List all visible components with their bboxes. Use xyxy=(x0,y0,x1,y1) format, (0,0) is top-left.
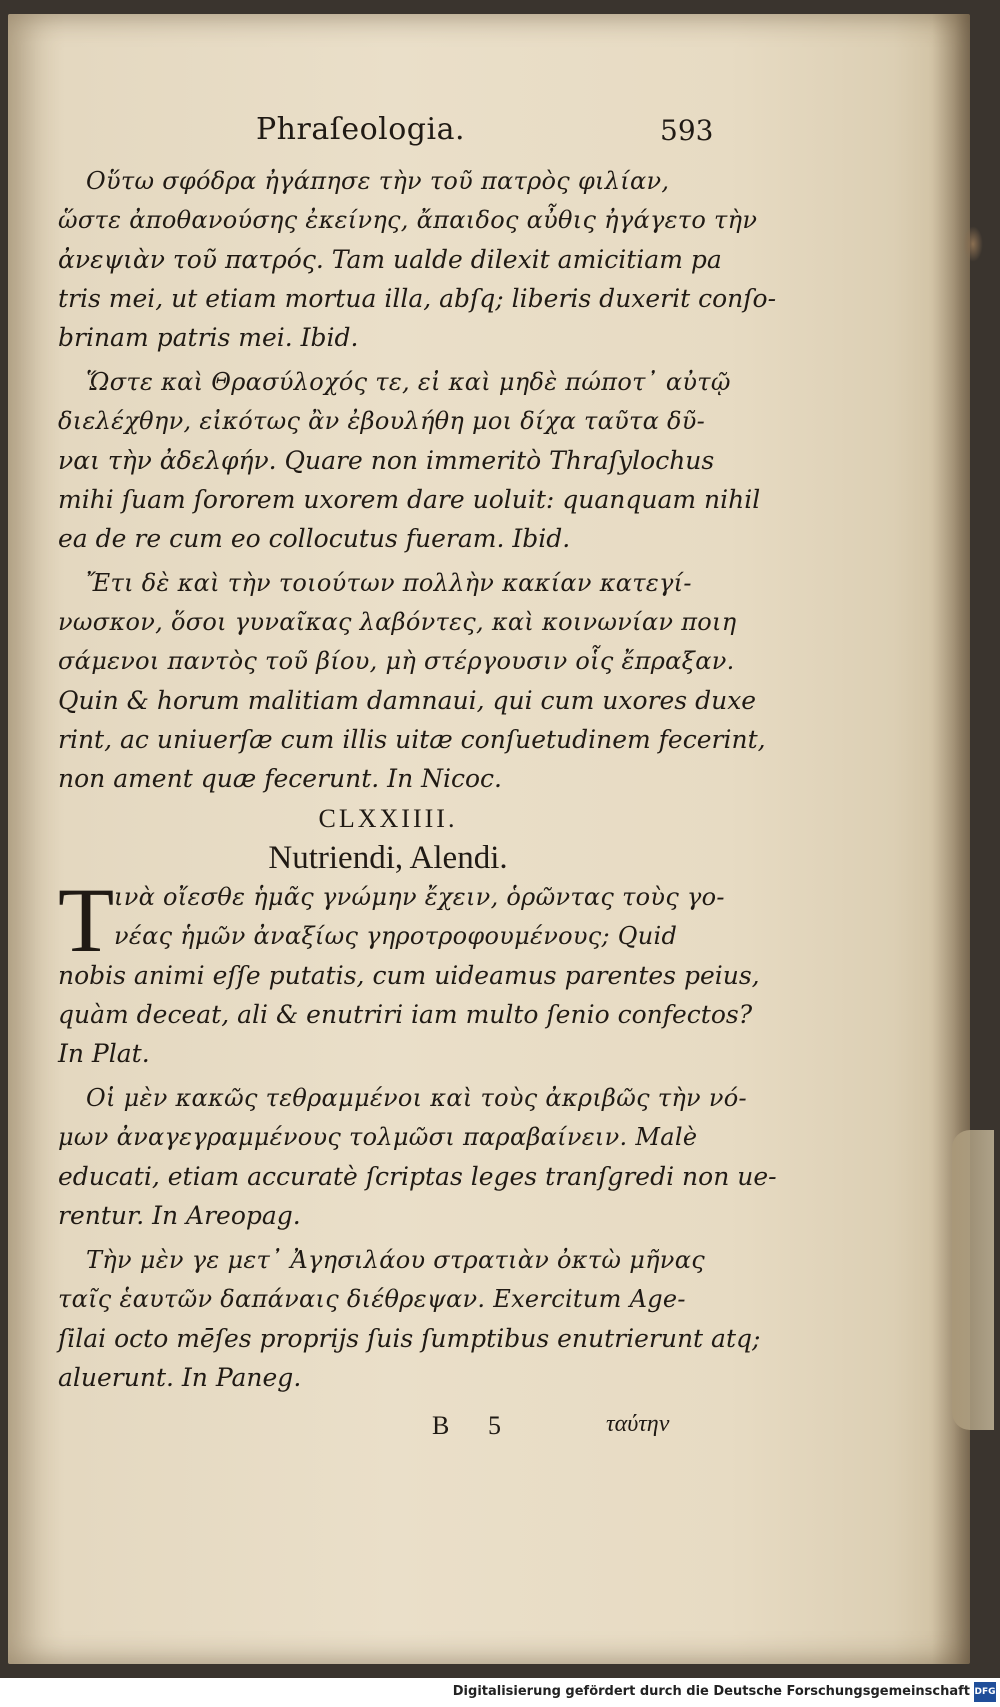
text-line: νέας ἡμῶν ἀναξίως γηροτροφουμένους; Quid xyxy=(114,922,678,950)
catchword: ταύτην xyxy=(606,1411,670,1437)
text-line: Ἔτι δὲ καὶ τὴν τοιούτων πολλὴν κακίαν κατεγί- xyxy=(86,569,692,597)
text-line: σάμενοι παντὸς τοῦ βίου, μὴ στέργουσιν οἷς ἔπραξαν. xyxy=(58,647,735,675)
page-header xyxy=(58,112,718,156)
dfg-logo: DFG xyxy=(974,1682,996,1702)
text-line: διελέχθην, εἰκότως ἂν ἐβουλήθη μοι δίχα ταῦτα δῦ- xyxy=(58,407,706,435)
section-title: Nutriendi, Alendi. xyxy=(268,840,508,876)
signature-number: 5 xyxy=(488,1411,501,1440)
text-line: aluerunt. In Paneg. xyxy=(58,1363,302,1392)
text-line: quàm deceat, ali & enutriri iam multo ſenio confectos? xyxy=(58,1000,753,1029)
running-head: Phraſeologia. xyxy=(256,112,466,147)
paragraph-6 xyxy=(58,1241,761,1397)
text-line: Οὕτω σφόδρα ἠγάπησε τὴν τοῦ πατρὸς φιλίαν, xyxy=(86,167,670,195)
page-tab-shadow xyxy=(952,1130,994,1430)
signature-mark: B xyxy=(432,1411,450,1440)
text-line: ινὰ οἴεσθε ἡμᾶς γνώμην ἔχειν, ὁρῶντας τοὺς γο- xyxy=(114,883,725,911)
text-line: ea de re cum eo collocutus fueram. Ibid. xyxy=(58,524,571,553)
footer-bar xyxy=(0,1678,1000,1707)
section-number: CLXXIIII. xyxy=(318,804,458,833)
paragraph-1 xyxy=(58,162,777,357)
text-line: In Plat. xyxy=(58,1039,150,1068)
text-block xyxy=(58,112,777,1451)
paragraph-2 xyxy=(58,363,761,558)
text-line: ὥστε ἀποθανούσης ἐκείνης, ἄπαιδος αὖθις ἠγάγετο τὴν xyxy=(58,206,758,234)
text-line: νωσκον, ὅσοι γυναῖκας λαβόντες, καὶ κοινωνίαν ποιη xyxy=(58,608,737,636)
text-line: Ὥστε καὶ Θρασύλοχός τε, εἰ καὶ μηδὲ πώποτ᾽ αὐτῷ xyxy=(86,368,731,396)
text-line: nobis animi eſſe putatis, cum uideamus parentes peius, xyxy=(58,961,760,990)
text-line: rentur. In Areopag. xyxy=(58,1201,301,1230)
paragraph-4 xyxy=(58,869,760,1073)
text-line: ταῖς ἑαυτῶν δαπάναις διέθρεψαν. Exercitum Age- xyxy=(58,1285,686,1313)
paragraph-3 xyxy=(58,564,766,798)
drop-cap: T xyxy=(58,869,115,971)
text-line: educati, etiam accuratè ſcriptas leges tranſgredi non ue- xyxy=(58,1162,777,1191)
text-line: Quin & horum malitiam damnaui, qui cum uxores duxe xyxy=(58,686,757,715)
text-line: μων ἀναγεγραμμένους τολμῶσι παραβαίνειν. Malè xyxy=(58,1123,698,1151)
paper-stain xyxy=(963,226,983,262)
text-line: tris mei, ut etiam mortua illa, abſq; liberis duxerit conſo- xyxy=(58,284,777,313)
text-line: ſilai octo mēſes proprijs ſuis ſumptibus enutrierunt atq; xyxy=(58,1324,761,1353)
text-line: mihi ſuam ſororem uxorem dare uoluit: quanquam nihil xyxy=(58,485,761,514)
text-line: ναι τὴν ἀδελφήν. Quare non immeritò Thraſylochus xyxy=(58,446,715,475)
footer-credit: Digitalisierung gefördert durch die Deutsche Forschungsgemeinschaft xyxy=(452,1684,970,1699)
catchword-line xyxy=(58,1411,718,1451)
page-number: 593 xyxy=(660,114,714,147)
paragraph-5 xyxy=(58,1079,777,1235)
text-line: Οἱ μὲν κακῶς τεθραμμένοι καὶ τοὺς ἀκριβῶς τὴν νό- xyxy=(86,1084,747,1112)
text-line: non ament quæ fecerunt. In Nicoc. xyxy=(58,764,502,793)
book-page xyxy=(8,14,970,1664)
text-line: ἀνεψιὰν τοῦ πατρός. Tam ualde dilexit amicitiam pa xyxy=(58,245,722,274)
text-line: brinam patris mei. Ibid. xyxy=(58,323,359,352)
text-line: Τὴν μὲν γε μετ᾽ Ἀγησιλάου στρατιὰν ὀκτὼ μῆνας xyxy=(86,1246,705,1274)
text-line: rint, ac uniuerſæ cum illis uitæ conſuetudinem fecerint, xyxy=(58,725,766,754)
